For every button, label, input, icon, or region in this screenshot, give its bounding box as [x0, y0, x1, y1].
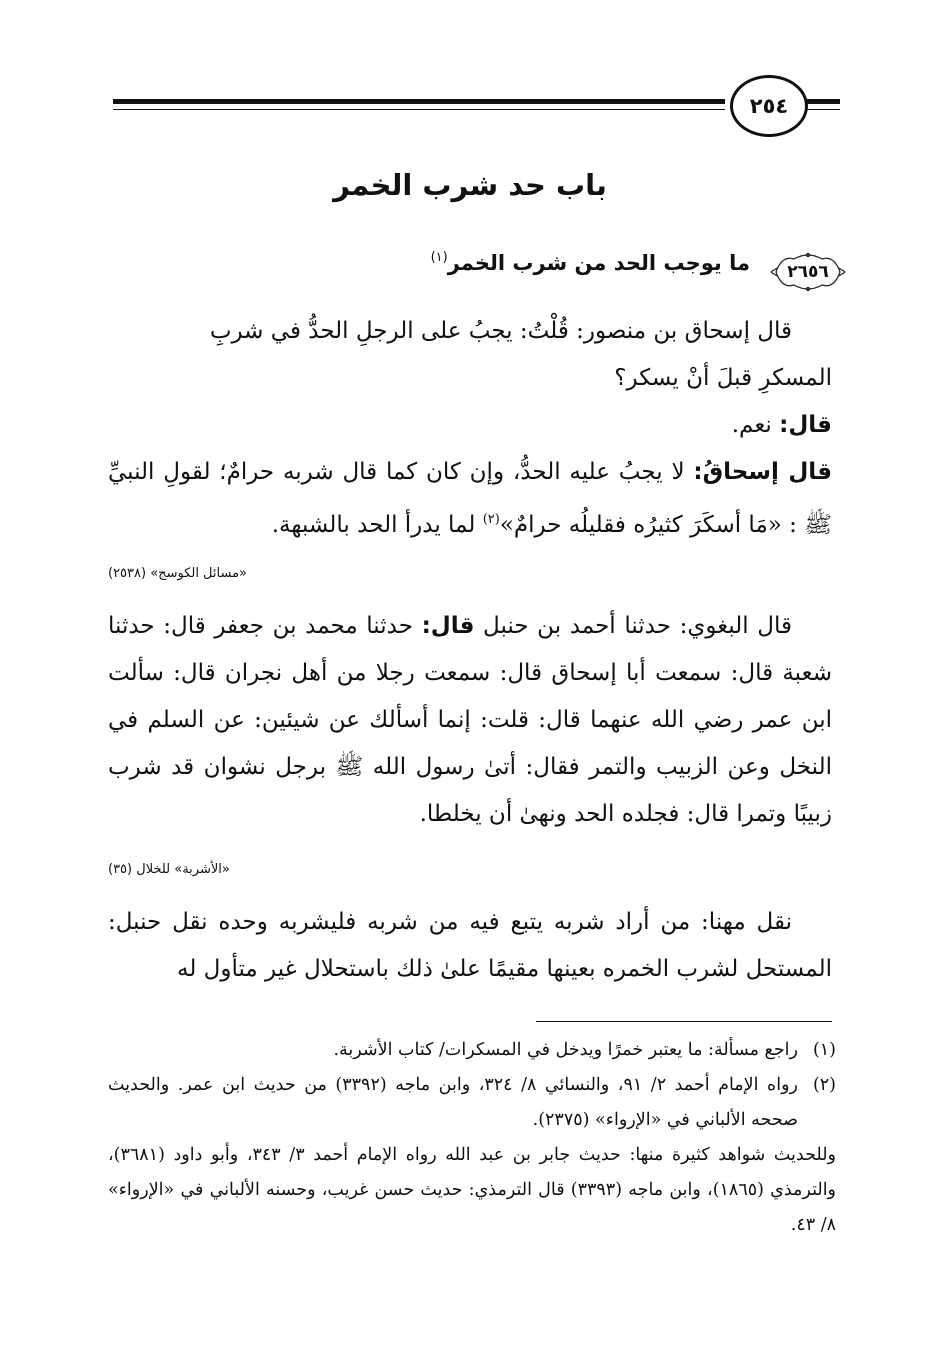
passage-text: قال البغوي: حدثنا أحمد بن حنبل — [474, 613, 792, 639]
header-rule-right-thin — [806, 109, 840, 110]
entry-title — [100, 250, 750, 275]
footnote-continuation: وللحديث شواهد كثيرة منها: حديث جابر بن عبد الله رواه الإمام أحمد ٣/ ٣٤٣، وأبو داود (٣٦٨١)، والترمذي (١٨٦٥)، وابن ماجه (٣٣٩٣) قال الترمذي: حديث حسن غريب، وحسنه الألباني في «الإرواء» ٨/ ٤٣. — [108, 1145, 837, 1235]
page-number — [730, 75, 808, 137]
entry-number: ٢٦٥٦ — [787, 262, 829, 282]
footnote-ref-1[interactable]: (١) — [430, 250, 448, 265]
entry-title-text: ما يوجب الحد من شرب الخمر — [447, 251, 750, 275]
ishaq-text: لا يجبُ عليه الحدُّ، وإن كان كما قال شربه حرامٌ؛ لقولِ النبيِّ ﷺ : «مَا أسكَرَ كثيرُه فقليلُه حرامٌ» — [108, 459, 832, 538]
footnote-item — [108, 1033, 836, 1068]
footnote-text: راجع مسألة: ما يعتبر خمرًا ويدخل في المسكرات/ كتاب الأشربة. — [333, 1040, 798, 1060]
footnote-item — [108, 1068, 836, 1138]
passage-line: قال إسحاق بن منصور: قُلْتُ: يجبُ على الرجلِ الحدُّ في شربِ — [209, 318, 792, 344]
source-citation: «مسائل الكوسج» (٢٥٣٨) — [108, 566, 247, 581]
header-rule-left-thin — [113, 109, 725, 110]
entry-number-badge — [768, 251, 848, 293]
footnotes — [108, 1033, 836, 1243]
qala-label: قال: — [421, 613, 475, 639]
footnote-ref-2[interactable]: (٢) — [482, 512, 500, 527]
passage-line: المسكرِ قبلَ أنْ يسكر؟ — [614, 365, 832, 391]
passage-baghawi — [108, 603, 832, 838]
passage-masail — [108, 308, 832, 549]
source-citation: «الأشربة» للخلال (٣٥) — [108, 862, 230, 877]
passage-text: حدثنا محمد بن جعفر قال: حدثنا شعبة قال: سمعت أبا إسحاق قال: سمعت رجلا من أهل نجران قال: سألت ابن عمر رضي الله عنهما قال: قلت: إنما أسألك عن شيئين: عن السلم في النخل وعن الزبيب والتمر فقال: أتىٰ رسول الله ﷺ برجل نشوان قد شرب زبيبًا وتمرا قال: فجلده الحد ونهىٰ أن يخلطا. — [108, 613, 832, 827]
answer-text: نعم. — [731, 412, 780, 438]
footnote-number: (٢) — [812, 1075, 836, 1095]
page-number-text: ٢٥٤ — [749, 94, 789, 118]
passage-muhanna — [108, 899, 832, 993]
ishaq-tail: لما يدرأ الحد بالشبهة. — [271, 512, 483, 538]
footnote-separator — [536, 1021, 832, 1022]
chapter-title: باب حد شرب الخمر — [333, 168, 607, 202]
footnote-number: (١) — [812, 1040, 836, 1060]
ishaq-label: قال إسحاقُ: — [693, 459, 833, 485]
header-rule-right — [806, 99, 840, 104]
passage-text: نقل مهنا: من أراد شربه يتبع فيه من شربه فليشربه وحده نقل حنبل: المستحل لشرب الخمره بعينها مقيمًا علىٰ ذلك باستحلال غير متأول له — [108, 909, 832, 982]
header-rule-left — [113, 99, 725, 104]
answer-label: قال: — [779, 412, 832, 438]
footnote-text: رواه الإمام أحمد ٢/ ٩١، والنسائي ٨/ ٣٢٤، وابن ماجه (٣٣٩٢) من حديث ابن عمر. والحديث صححه الألباني في «الإرواء» (٢٣٧٥). — [108, 1075, 798, 1130]
